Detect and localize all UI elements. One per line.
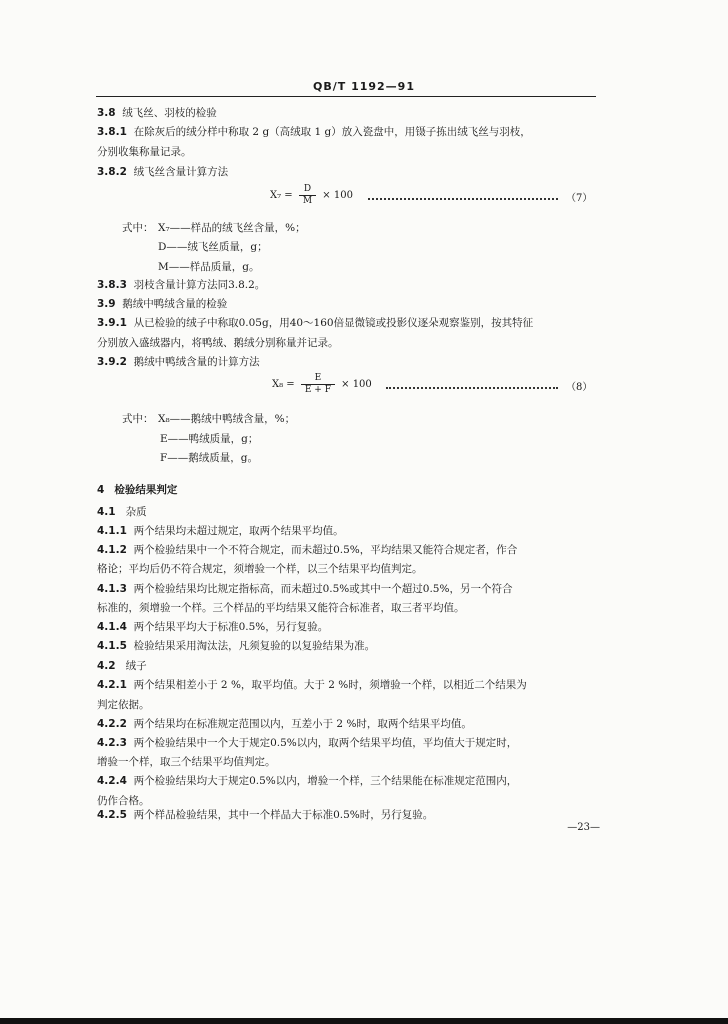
para-text: 在除灰后的绒分样中称取 2 g（高绒取 1 g）放入瓷盘中，用镊子拣出绒飞丝与羽枝，	[133, 126, 531, 138]
equation-number: （8）	[566, 382, 593, 393]
para-4-2-3-cont: 增验一个样，取三个结果平均值判定。	[97, 756, 276, 768]
para-text: 两个检验结果中一个大于规定0.5%以内，取两个结果平均值，平均值大于规定时，	[133, 737, 518, 749]
para-text: 从已检验的绒子中称取0.05g，用40～160倍显微镜或投影仪逐朵观察鉴别，按其特征	[133, 317, 534, 329]
header-rule	[96, 96, 596, 97]
para-text: 两个结果平均大于标准0.5%，另行复验。	[133, 621, 329, 633]
para-number: 3.9.2	[97, 356, 127, 368]
formula-7	[270, 184, 353, 207]
section-4	[97, 483, 177, 497]
para-4-1-2	[97, 543, 517, 557]
section-number: 4.1	[97, 506, 116, 518]
para-4-2-4-cont: 仍作合格。	[97, 795, 150, 807]
where-prefix: 式中：	[122, 222, 154, 234]
para-text: 两个检验结果中一个不符合规定，而未超过0.5%，平均结果又能符合规定者，作合	[133, 544, 518, 556]
para-text: 羽枝含量计算方法同3.8.2。	[133, 279, 266, 291]
para-4-1-2-cont: 格论；平均后仍不符合规定，须增验一个样，以三个结果平均值判定。	[97, 563, 423, 575]
section-title: 绒子	[125, 660, 147, 672]
page-number: —23—	[567, 822, 600, 833]
para-4-1-3-cont: 标准的，须增验一个样。三个样品的平均结果又能符合标准者，取三者平均值。	[97, 602, 465, 614]
section-number: 4	[97, 484, 105, 496]
para-text: 两个结果均在标准规定范围以内，互差小于 2 %时，取两个结果平均值。	[133, 718, 472, 730]
para-number: 4.1.3	[97, 583, 127, 595]
para-3-8-3	[97, 278, 265, 292]
para-number: 4.1.2	[97, 544, 127, 556]
para-4-2-5	[97, 808, 433, 822]
para-4-2-3	[97, 736, 517, 750]
para-number: 3.8.2	[97, 166, 127, 178]
section-4-2	[97, 659, 147, 673]
para-4-2-1-cont: 判定依据。	[97, 699, 150, 711]
definition-x8: X₈——鹅绒中鸭绒含量，%；	[158, 413, 296, 425]
para-text: 两个检验结果均比规定指标高，而未超过0.5%或其中一个超过0.5%，另一个符合	[133, 583, 513, 595]
definition-f: F——鹅绒质量，g。	[160, 452, 259, 464]
section-number: 3.8	[97, 107, 116, 119]
para-number: 3.8.3	[97, 279, 127, 291]
numerator: D	[299, 184, 316, 196]
para-4-1-1	[97, 524, 344, 538]
para-4-1-3	[97, 582, 512, 596]
scan-edge	[0, 1018, 728, 1024]
leader-dots	[386, 387, 558, 389]
para-text: 两个检验结果均大于规定0.5%以内，增验一个样，三个结果能在标准规定范围内，	[133, 775, 518, 787]
para-number: 3.9.1	[97, 317, 127, 329]
para-3-9-1	[97, 316, 533, 330]
denominator: M	[302, 196, 313, 206]
para-number: 4.2.1	[97, 679, 127, 691]
section-3-8	[97, 106, 217, 120]
para-4-2-1	[97, 678, 527, 692]
formula-8	[272, 373, 372, 396]
para-number: 4.2.2	[97, 718, 127, 730]
para-text: 两个结果均未超过规定，取两个结果平均值。	[133, 525, 344, 537]
para-number: 4.2.5	[97, 809, 127, 821]
para-4-2-4	[97, 774, 517, 788]
standard-number-header: QB/T 1192—91	[312, 80, 415, 93]
para-4-2-2	[97, 717, 472, 731]
para-number: 4.1.1	[97, 525, 127, 537]
denominator: E + F	[304, 385, 331, 395]
para-text: 两个结果相差小于 2 %，取平均值。大于 2 %时，须增验一个样，以相近二个结果为	[133, 679, 527, 691]
where-prefix: 式中：	[122, 413, 154, 425]
section-title: 绒飞丝、羽枝的检验	[122, 107, 217, 119]
fraction	[301, 373, 335, 396]
section-title: 杂质	[125, 506, 147, 518]
para-3-9-1-cont: 分别放入盛绒器内，将鸭绒、鹅绒分别称量并记录。	[97, 337, 339, 349]
para-3-8-1-cont: 分别收集称量记录。	[97, 146, 192, 158]
para-text: 绒飞丝含量计算方法	[133, 166, 229, 178]
section-title: 检验结果判定	[114, 484, 178, 496]
section-number: 4.2	[97, 660, 116, 672]
equation-number: （7）	[566, 193, 593, 204]
section-title: 鹅绒中鸭绒含量的检验	[122, 298, 228, 310]
para-4-1-5	[97, 639, 375, 653]
definition-d: D——绒飞丝质量，g；	[158, 241, 268, 253]
fraction	[299, 184, 316, 207]
formula-rhs: × 100	[322, 190, 353, 201]
formula-lhs: X₇ =	[270, 190, 293, 201]
para-text: 两个样品检验结果，其中一个样品大于标准0.5%时，另行复验。	[133, 809, 434, 821]
para-number: 4.1.5	[97, 640, 127, 652]
definition-x7: X₇——样品的绒飞丝含量，%；	[158, 222, 306, 234]
leader-dots	[368, 198, 558, 200]
para-number: 4.1.4	[97, 621, 127, 633]
section-number: 3.9	[97, 298, 116, 310]
para-text: 鹅绒中鸭绒含量的计算方法	[133, 356, 260, 368]
para-3-8-1	[97, 125, 531, 139]
formula-lhs: X₈ =	[272, 379, 295, 390]
definition-e: E——鸭绒质量，g；	[160, 433, 259, 445]
para-4-1-4	[97, 620, 328, 634]
formula-rhs: × 100	[341, 379, 372, 390]
para-3-9-2	[97, 355, 260, 369]
definition-m: M——样品质量，g。	[158, 261, 260, 273]
section-4-1	[97, 505, 147, 519]
para-number: 4.2.4	[97, 775, 127, 787]
numerator: E	[301, 373, 335, 385]
para-text: 检验结果采用淘汰法，凡须复验的以复验结果为准。	[133, 640, 376, 652]
section-3-9	[97, 297, 227, 311]
para-3-8-2	[97, 165, 228, 179]
para-number: 4.2.3	[97, 737, 127, 749]
para-number: 3.8.1	[97, 126, 127, 138]
